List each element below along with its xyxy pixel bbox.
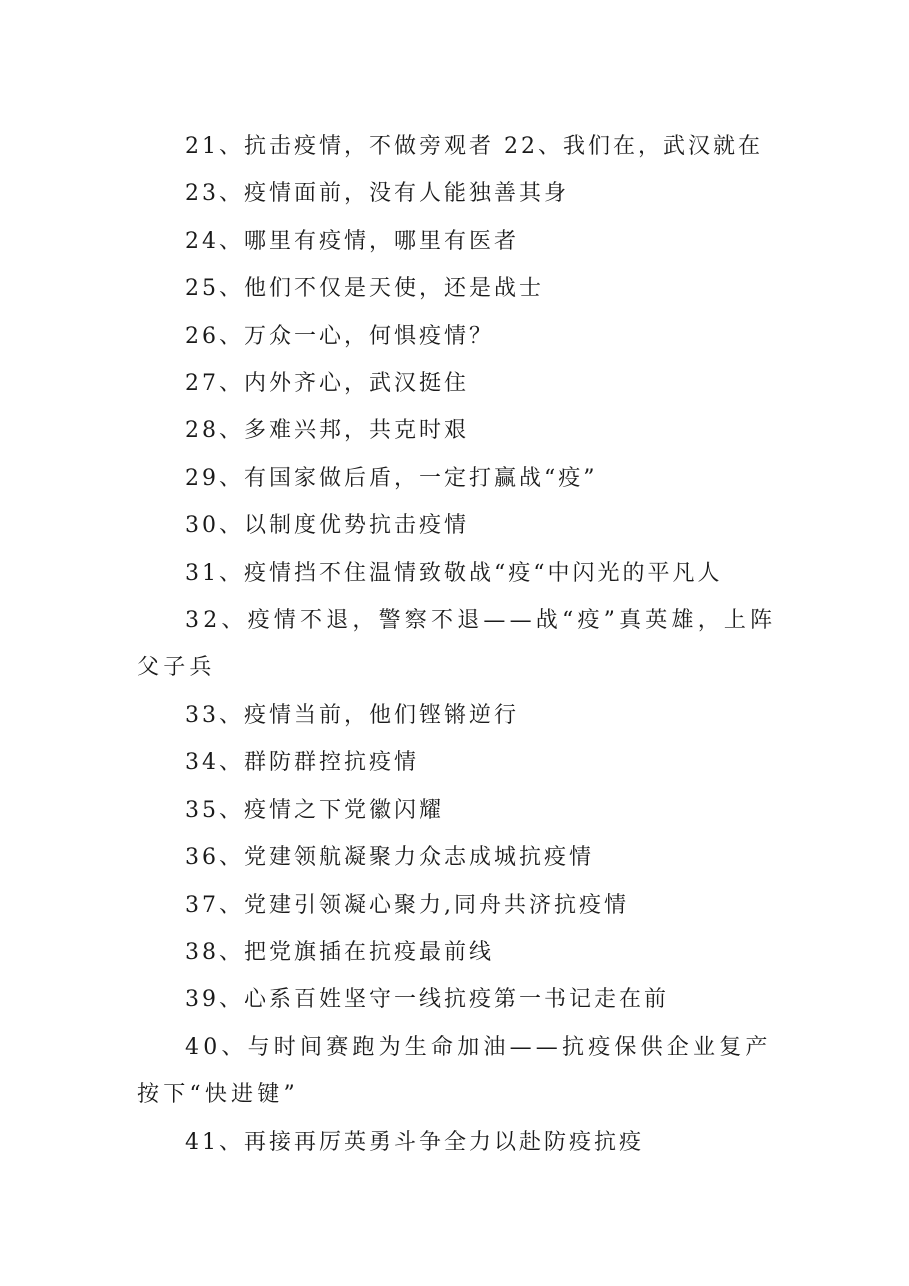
paragraph-36: 36、党建领航凝聚力众志成城抗疫情 (185, 845, 594, 871)
paragraph-35: 35、疫情之下党徽闪耀 (185, 797, 444, 823)
paragraph-23: 23、疫情面前，没有人能独善其身 (185, 181, 569, 207)
paragraph-31: 31、疫情挡不住温情致敬战“疫“中闪光的平凡人 (185, 560, 723, 586)
paragraph-29: 29、有国家做后盾，一定打赢战“疫” (185, 465, 598, 491)
document-body (137, 123, 777, 1166)
paragraph-37: 37、党建引领凝心聚力,同舟共济抗疫情 (185, 892, 629, 918)
paragraph-24: 24、哪里有疫情，哪里有医者 (185, 228, 519, 254)
paragraph-32: 32、疫情不退，警察不退——战“疫”真英雄，上阵父子兵 (137, 608, 777, 681)
paragraph-21-22: 21、抗击疫情，不做旁观者 22、我们在，武汉就在 (185, 134, 763, 159)
paragraph-28: 28、多难兴邦，共克时艰 (185, 418, 469, 444)
paragraph-40: 40、与时间赛跑为生命加油——抗疫保供企业复产按下“快进键” (137, 1034, 772, 1108)
paragraph-30: 30、以制度优势抗击疫情 (185, 513, 469, 539)
paragraph-27: 27、内外齐心，武汉挺住 (185, 371, 469, 397)
paragraph-39: 39、心系百姓坚守一线抗疫第一书记走在前 (185, 987, 669, 1013)
paragraph-26: 26、万众一心，何惧疫情？ (185, 323, 494, 349)
paragraph-34: 34、群防群控抗疫情 (185, 750, 419, 776)
paragraph-38: 38、把党旗插在抗疫最前线 (185, 939, 494, 965)
paragraph-41: 41、再接再厉英勇斗争全力以赴防疫抗疫 (185, 1129, 644, 1155)
paragraph-25: 25、他们不仅是天使，还是战士 (185, 276, 544, 302)
paragraph-33: 33、疫情当前，他们铿锵逆行 (185, 702, 519, 728)
